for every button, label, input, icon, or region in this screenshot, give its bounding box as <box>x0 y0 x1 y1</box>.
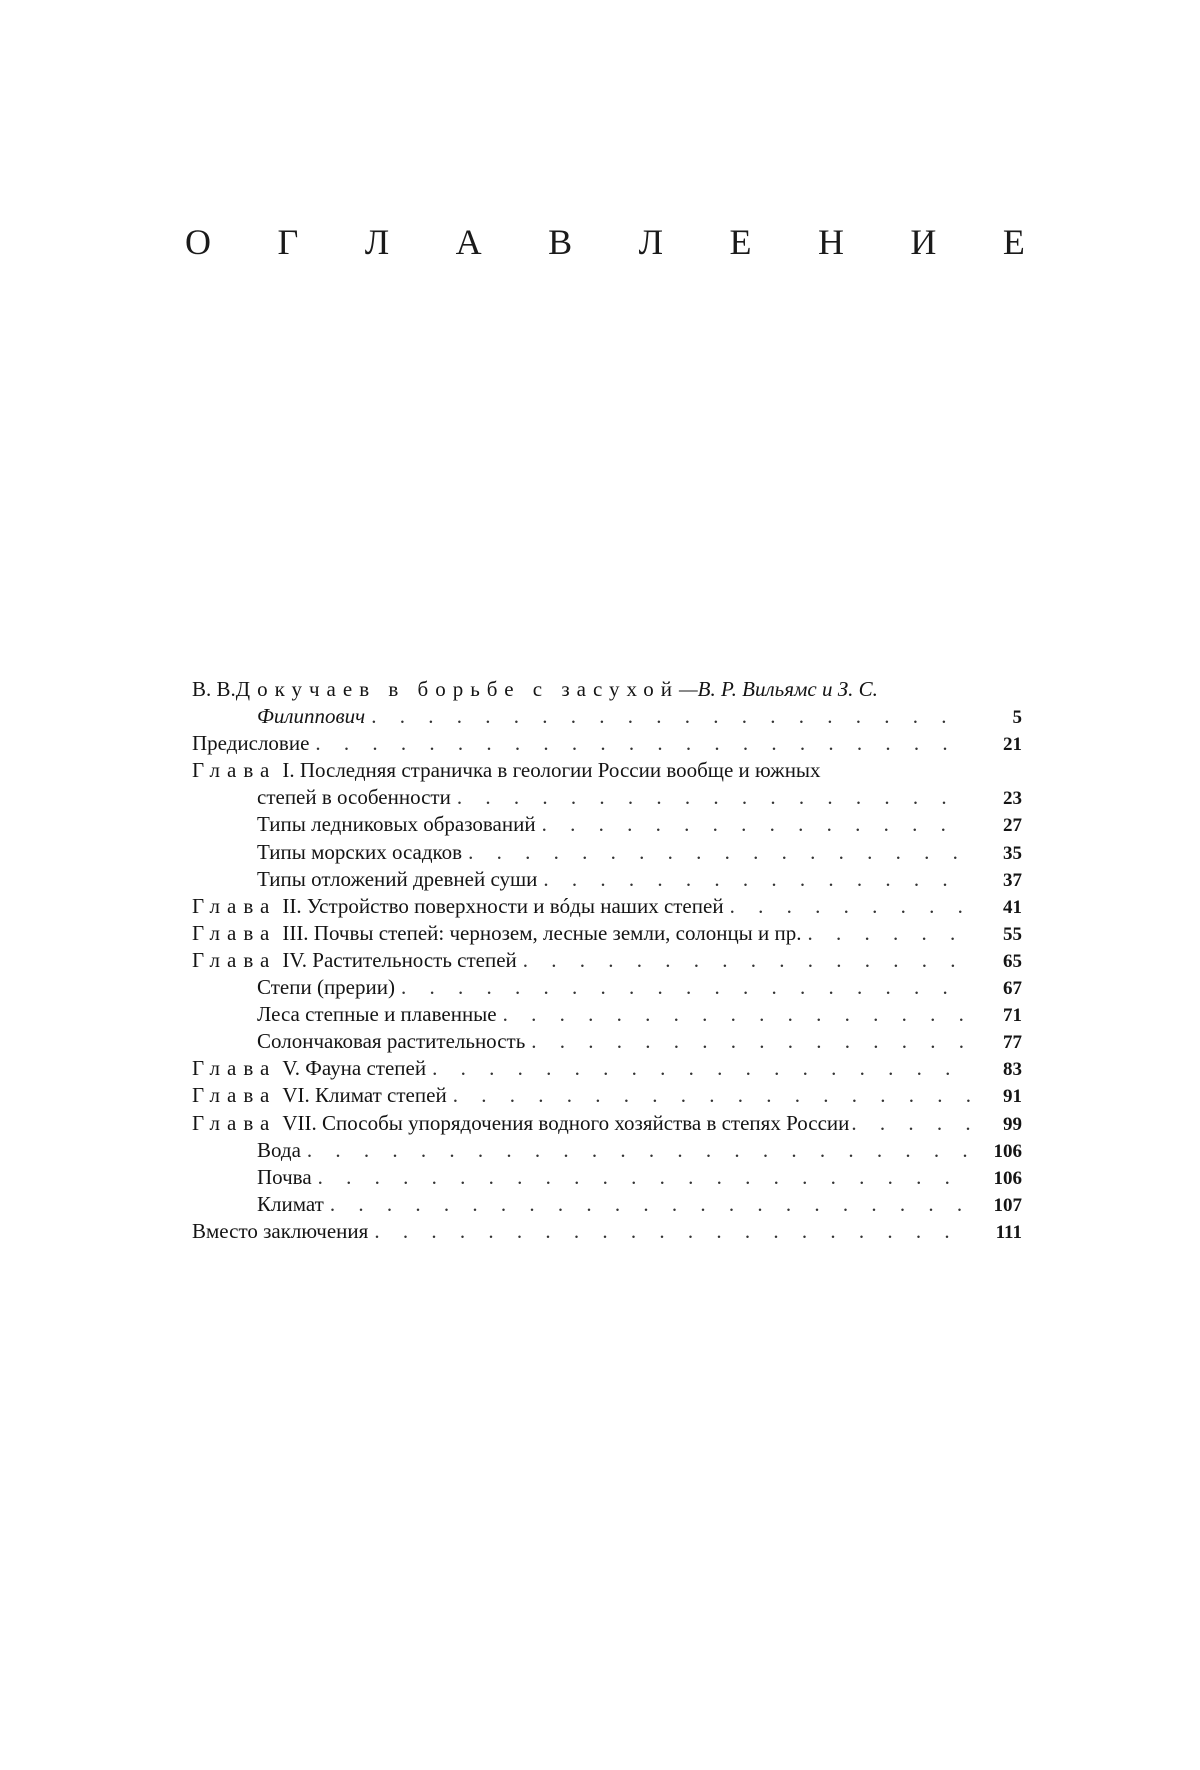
toc-entry-label: Вода <box>257 1137 301 1162</box>
dot-leader <box>730 893 970 920</box>
title-letter: Е <box>729 222 752 262</box>
dot-leader <box>457 784 970 811</box>
toc-page-number: 77 <box>1003 1032 1022 1054</box>
toc-entry-preface <box>192 730 1022 757</box>
chapter-prefix: Глава <box>192 893 277 918</box>
toc-page-number: 27 <box>1003 815 1022 837</box>
toc-entry-label: Степи (прерии) <box>257 975 395 1000</box>
toc-entry-docuchaev-line1 <box>192 676 1022 703</box>
dot-leader <box>543 866 970 893</box>
toc-subentry <box>192 1001 1022 1028</box>
toc-subentry <box>192 866 1022 893</box>
toc-page-number: 71 <box>1003 1005 1022 1027</box>
toc-entry-label: IV. Растительность степей <box>282 947 517 972</box>
page-title <box>185 222 1025 262</box>
toc-subentry <box>192 974 1022 1001</box>
toc-entry-chapter-5 <box>192 1055 1022 1082</box>
toc-entry-authors: Филиппович <box>257 704 366 729</box>
toc-entry-chapter-3 <box>192 920 1022 947</box>
dot-leader <box>330 1191 970 1218</box>
toc-entry-label: Солончаковая растительность <box>257 1029 526 1054</box>
title-letter: О <box>185 222 211 262</box>
dot-leader <box>453 1082 970 1109</box>
toc-page-number: 106 <box>993 1167 1022 1189</box>
toc-page-number: 37 <box>1003 869 1022 891</box>
toc-page-number: 55 <box>1003 923 1022 945</box>
toc-subentry <box>192 811 1022 838</box>
dot-leader <box>318 1164 970 1191</box>
toc-page-number: 35 <box>1003 842 1022 864</box>
toc-entry-conclusion <box>192 1218 1022 1245</box>
toc-page-number: 23 <box>1003 788 1022 810</box>
toc-page-number: 111 <box>995 1221 1022 1243</box>
toc-page-number: 91 <box>1003 1086 1022 1108</box>
dot-leader <box>808 920 970 947</box>
chapter-prefix: Глава <box>192 947 277 972</box>
table-of-contents <box>192 676 1022 1245</box>
toc-page-number: 41 <box>1003 896 1022 918</box>
toc-entry-chapter-7 <box>192 1110 1022 1137</box>
toc-entry-label: VII. Способы упорядочения водного хозяйства в степях России <box>282 1110 850 1135</box>
toc-page-number: 5 <box>1012 707 1022 729</box>
title-letter: Н <box>817 222 844 262</box>
toc-subentry <box>192 1164 1022 1191</box>
title-letter: В <box>548 222 573 262</box>
toc-page-number: 21 <box>1003 734 1022 756</box>
toc-page-number: 106 <box>993 1140 1022 1162</box>
title-letter: Л <box>364 222 390 262</box>
toc-entry-label: Вместо заключения <box>192 1218 369 1243</box>
dot-leader <box>542 811 970 838</box>
toc-entry-chapter-1-line1 <box>192 757 1022 784</box>
dot-leader <box>531 1028 970 1055</box>
dot-leader <box>503 1001 970 1028</box>
toc-page-number: 107 <box>993 1194 1022 1216</box>
dot-leader <box>468 839 970 866</box>
toc-subentry <box>192 1028 1022 1055</box>
title-letter: Г <box>277 222 299 262</box>
title-letter: Л <box>638 222 664 262</box>
toc-page-number: 65 <box>1003 950 1022 972</box>
title-letter: А <box>455 222 482 262</box>
toc-entry-label: Типы отложений древней суши <box>257 866 538 891</box>
chapter-prefix: Глава <box>192 1110 277 1135</box>
toc-entry-label: Леса степные и плавенные <box>257 1002 497 1027</box>
chapter-prefix: Глава <box>192 1056 277 1081</box>
toc-entry-label: Климат <box>257 1191 324 1216</box>
toc-entry-chapter-2 <box>192 893 1022 920</box>
dot-leader <box>401 974 970 1001</box>
title-letter: И <box>910 222 937 262</box>
toc-entry-label: Типы морских осадков <box>257 839 463 864</box>
toc-entry-chapter-4 <box>192 947 1022 974</box>
toc-entry-label: II. Устройство поверхности и вóды наших степей <box>282 893 724 918</box>
title-letter: Е <box>1002 222 1025 262</box>
dot-leader <box>523 947 970 974</box>
dot-leader <box>371 703 970 730</box>
toc-entry-label: I. Последняя страничка в геологии России вообще и южных <box>282 758 821 783</box>
toc-entry-authors: —В. Р. Вильямс и З. С. <box>678 677 878 701</box>
toc-subentry <box>192 839 1022 866</box>
chapter-prefix: Глава <box>192 758 277 783</box>
toc-entry-label: Предисловие <box>192 731 310 756</box>
toc-page-number: 83 <box>1003 1059 1022 1081</box>
toc-entry-label: степей в особенности <box>257 785 451 810</box>
toc-entry-label: Почва <box>257 1164 312 1189</box>
toc-entry-chapter-6 <box>192 1082 1022 1109</box>
dot-leader <box>851 1110 974 1137</box>
toc-entry-label: Типы ледниковых образований <box>257 812 536 837</box>
toc-entry-label: Докучаев в борьбе с засухой <box>235 677 679 701</box>
toc-entry-label: V. Фауна степей <box>282 1056 427 1081</box>
dot-leader <box>307 1137 970 1164</box>
toc-subentry <box>192 1191 1022 1218</box>
dot-leader <box>315 730 970 757</box>
chapter-prefix: Глава <box>192 920 277 945</box>
toc-entry-docuchaev-line2 <box>192 703 1022 730</box>
toc-entry-label: III. Почвы степей: чернозем, лесные земли, солонцы и пр. <box>282 920 802 945</box>
toc-entry-label: VI. Климат степей <box>282 1083 447 1108</box>
dot-leader <box>432 1055 970 1082</box>
chapter-prefix: Глава <box>192 1083 277 1108</box>
toc-page-number: 67 <box>1003 978 1022 1000</box>
toc-entry-initials: В. В. <box>192 677 236 701</box>
dot-leader <box>374 1218 970 1245</box>
toc-subentry <box>192 1137 1022 1164</box>
toc-page-number: 99 <box>1003 1113 1022 1135</box>
toc-entry-chapter-1-line2 <box>192 784 1022 811</box>
